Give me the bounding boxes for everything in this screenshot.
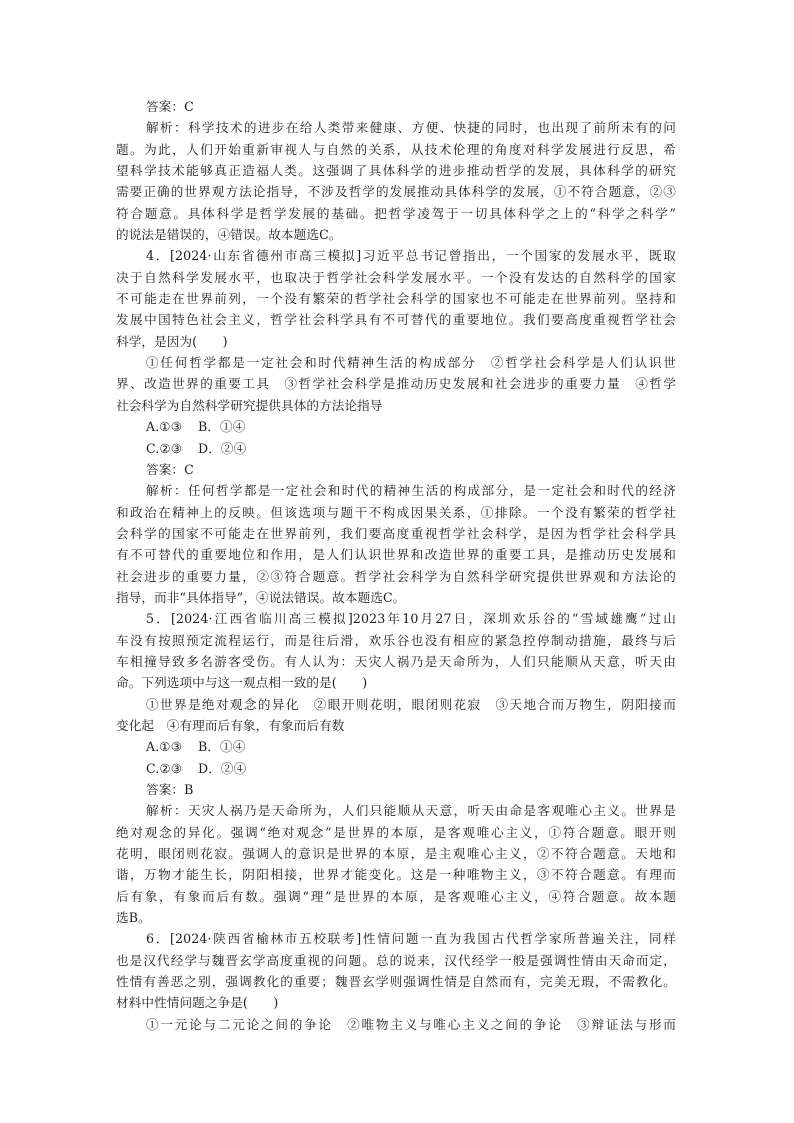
question-stem-line: 4．[2024·山东省德州市高三模拟]习近平总书记曾指出，一个国家的发展水平，既取 [146, 248, 676, 264]
analysis-line: 会科学的国家不可能走在世界前列，我们要高度重视哲学社会科学，是因为哲学社会科学具 [116, 525, 676, 541]
question-stem-line: 车没有按照预定流程运行，而是往后滑，欢乐谷也没有相应的紧急控停制动措施，最终与后 [116, 632, 676, 648]
statement-line: 界、改造世界的重要工具 ③哲学社会科学是推动历史发展和社会进步的重要力量 ④哲学 [116, 376, 676, 392]
option-c: C.②③ [146, 440, 183, 456]
option-d: D．②④ [198, 760, 247, 776]
question-stem-line: 发展中国特色社会主义，哲学社会科学具有不可替代的重要地位。我们要高度重视哲学社会 [116, 312, 676, 328]
options-row [116, 438, 676, 459]
analysis-line: 绝对观念的异化。强调“绝对观念”是世界的本原，是客观唯心主义，①符合题意。眼开则 [116, 824, 676, 840]
analysis-line: 选B。 [116, 910, 151, 926]
question-stem-line: 不可能走在世界前列，一个没有繁荣的哲学社会科学的国家也不可能走在世界前列。坚持和 [116, 291, 676, 307]
statement-line: 变化起 ④有理而后有象，有象而后有数 [116, 717, 345, 733]
options-row [116, 416, 676, 437]
option-a: A.①③ [146, 419, 183, 435]
option-a: A.①③ [146, 739, 183, 755]
analysis-line: 解析：任何哲学都是一定社会和时代的精神生活的构成部分，是一定社会和时代的经济 [146, 483, 676, 499]
analysis-line: 需要正确的世界观方法论指导，不涉及哲学的发展推动具体科学的发展，①不符合题意，②③ [116, 184, 676, 200]
statement-line: 社会科学为自然科学研究提供具体的方法论指导 [116, 397, 383, 413]
question-stem-line: 命。下列选项中与这一观点相一致的是( ) [116, 675, 368, 691]
option-b: B．①④ [198, 739, 246, 755]
analysis-line: 解析：科学技术的进步在给人类带来健康、方便、快捷的同时，也出现了前所未有的问 [146, 120, 676, 136]
analysis-line: 题。为此，人们开始重新审视人与自然的关系，从技术伦理的角度对科学发展进行反思，希 [116, 141, 676, 157]
answer-line: 答案：C [146, 461, 194, 477]
options-row [116, 758, 676, 779]
question-stem-line: 性情有善恶之别，强调教化的重要；魏晋玄学则强调性情是自然而有，完美无瑕，不需教化。 [116, 974, 676, 990]
answer-line: 答案：C [146, 99, 194, 114]
question-stem-line: 材料中性情问题之争是( ) [116, 995, 279, 1011]
option-b: B．①④ [198, 419, 246, 435]
option-c: C.②③ [146, 760, 183, 776]
question-stem-line: 决于自然科学发展水平，也取决于哲学社会科学发展水平。一个没有发达的自然科学的国家 [116, 269, 676, 285]
analysis-line: 后有象，有象而后有数。强调“理”是世界的本原，是客观唯心主义，④符合题意。故本题 [116, 888, 676, 904]
analysis-line: 指导，而非“具体指导”，④说法错误。故本题选C。 [116, 589, 406, 605]
analysis-line: 谐，万物才能生长，阴阳相接，世界才能变化。这是一种唯物主义，③不符合题意。有理而 [116, 867, 676, 883]
question-stem-line: 科学，是因为( ) [116, 333, 228, 349]
analysis-line: 望科学技术能够真正造福人类。这强调了具体科学的进步推动哲学的发展，具体科学的研究 [116, 163, 676, 179]
analysis-line: 花明，眼闭则花寂。强调人的意识是世界的本原，是主观唯心主义，②不符合题意。天地和 [116, 846, 676, 862]
question-stem-line: 6．[2024·陕西省榆林市五校联考]性情问题一直为我国古代哲学家所普遍关注，同样 [146, 931, 676, 947]
analysis-line: 的说法是错误的，④错误。故本题选C。 [116, 227, 342, 243]
statement-line: ①世界是绝对观念的异化 ②眼开则花明，眼闭则花寂 ③天地合而万物生，阴阳接而 [146, 696, 676, 712]
question-stem-line: 5．[2024·江西省临川高三模拟]2023年10月27日，深圳欢乐谷的“雪域雄鹰”过山 [146, 611, 676, 627]
statement-line: ①任何哲学都是一定社会和时代精神生活的构成部分 ②哲学社会科学是人们认识世 [146, 355, 676, 371]
document-body [116, 96, 676, 1035]
question-stem-line: 车相撞导致多名游客受伤。有人认为：天灾人祸乃是天命所为，人们只能顺从天意，听天由 [116, 653, 676, 669]
analysis-line: 和政治在精神上的反映。但该选项与题干不构成因果关系，①排除。一个没有繁荣的哲学社 [116, 504, 676, 520]
analysis-line: 有不可替代的重要地位和作用，是人们认识世界和改造世界的重要工具，是推动历史发展和 [116, 547, 676, 563]
statement-line: ①一元论与二元论之间的争论 ②唯物主义与唯心主义之间的争论 ③辩证法与形而 [146, 1016, 676, 1032]
option-d: D．②④ [198, 440, 247, 456]
question-stem-line: 也是汉代经学与魏晋玄学高度重视的问题。总的说来，汉代经学一般是强调性情由天命而定， [116, 952, 676, 968]
analysis-line: 社会进步的重要力量，②③符合题意。哲学社会科学为自然科学研究提供世界观和方法论的 [116, 568, 676, 584]
analysis-line: 符合题意。具体科学是哲学发展的基础。把哲学凌驾于一切具体科学之上的“科学之科学” [116, 205, 676, 221]
analysis-line: 解析：天灾人祸乃是天命所为，人们只能顺从天意，听天由命是客观唯心主义。世界是 [146, 803, 676, 819]
options-row [116, 736, 676, 757]
answer-line: 答案：B [146, 782, 194, 797]
